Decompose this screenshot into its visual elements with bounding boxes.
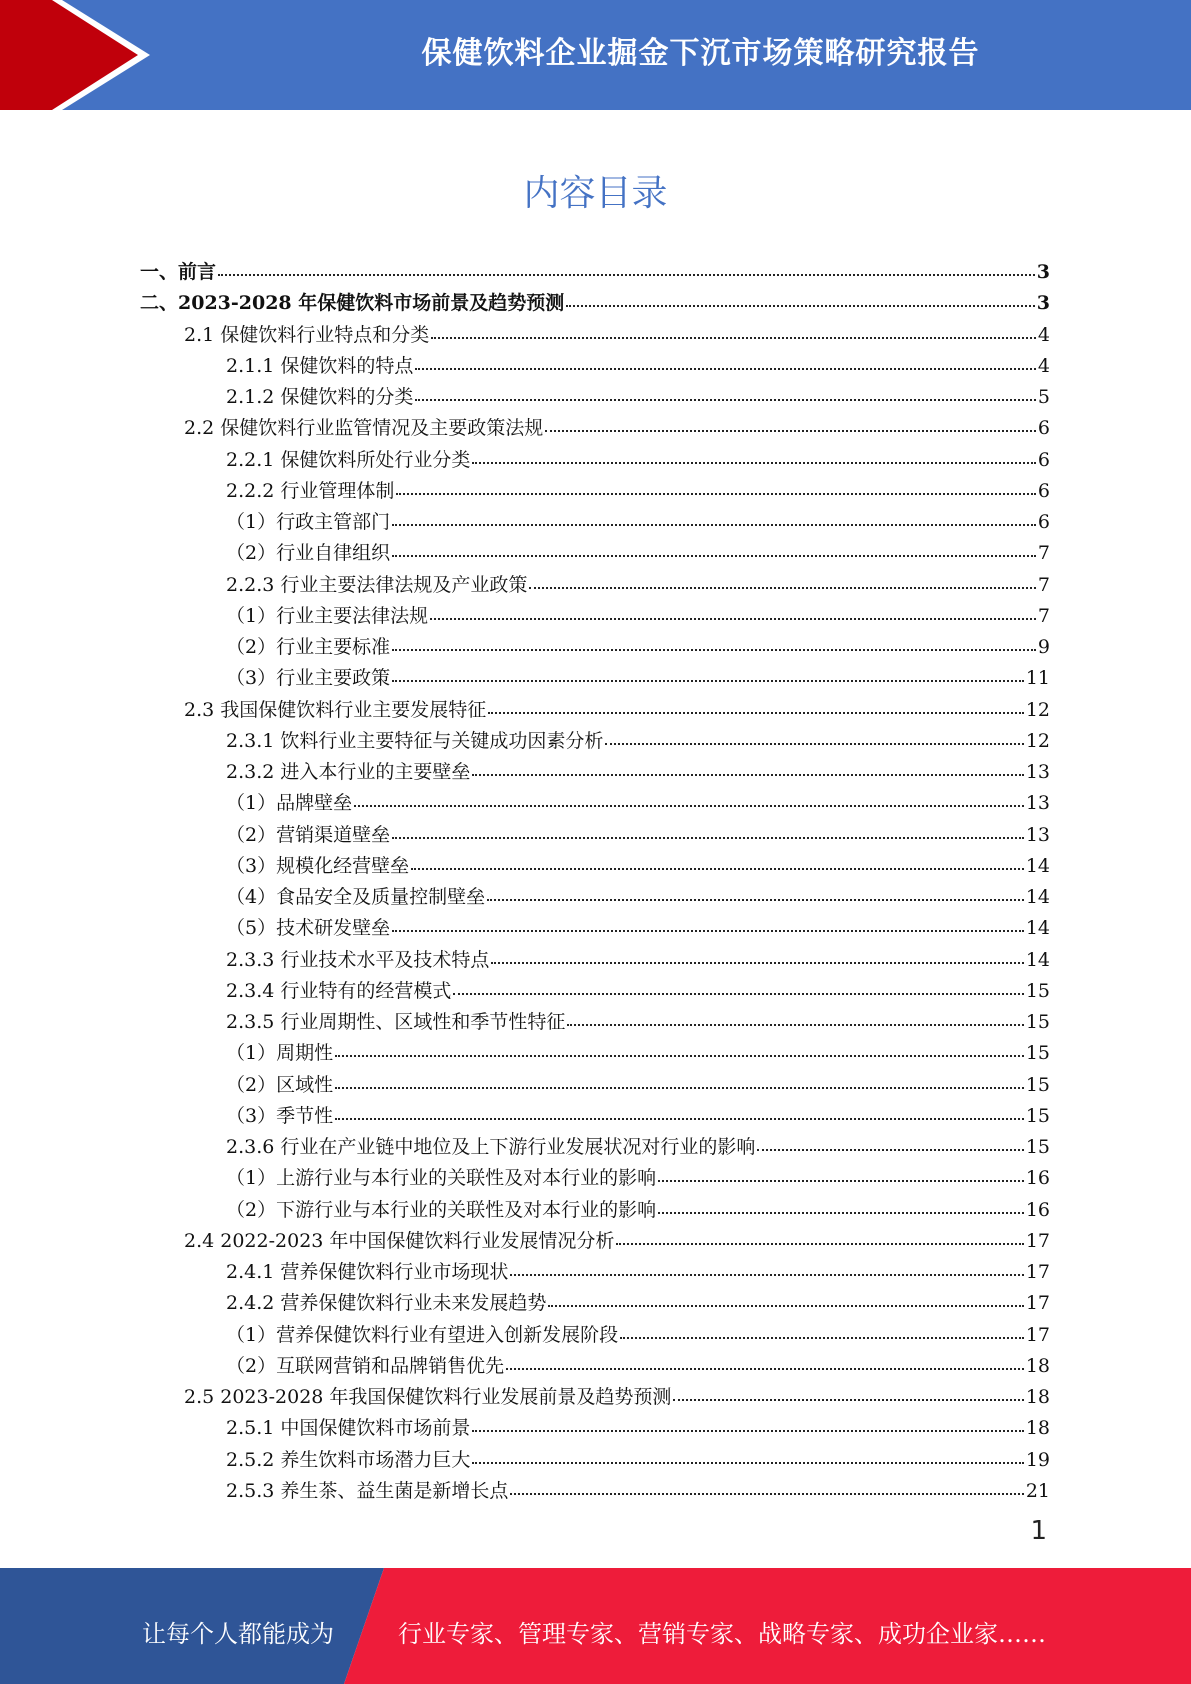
- toc-entry-page: 14: [1025, 948, 1050, 971]
- toc-entry-page: 3: [1036, 261, 1050, 283]
- toc-entry-page: 21: [1025, 1479, 1050, 1502]
- toc-dot-leader: [510, 1252, 1023, 1276]
- toc-entry-page: 15: [1025, 1042, 1050, 1065]
- toc-dot-leader: [431, 315, 1036, 339]
- toc-entry-label: 2.4.1 营养保健饮料行业市场现状: [226, 1261, 509, 1283]
- toc-dot-leader: [335, 1033, 1024, 1057]
- toc-entry-page: 15: [1025, 979, 1050, 1002]
- toc-entry-page: 6: [1037, 479, 1050, 502]
- toc-entry-label: 2.3.3 行业技术水平及技术特点: [226, 948, 490, 971]
- toc-entry-page: 7: [1037, 542, 1050, 565]
- page-footer: [0, 1568, 1191, 1684]
- report-header: [0, 0, 1191, 110]
- toc-entry[interactable]: [140, 535, 1050, 566]
- report-title: 保健饮料企业掘金下沉市场策略研究报告: [421, 36, 980, 71]
- toc-entry-page: 16: [1025, 1198, 1050, 1221]
- toc-entry-label: （1）行政主管部门: [226, 511, 391, 533]
- toc-entry-page: 17: [1025, 1261, 1050, 1283]
- toc-entry-page: 9: [1037, 636, 1050, 658]
- toc-entry-page: 13: [1025, 823, 1050, 846]
- toc-entry-label: （1）营养保健饮料行业有望进入创新发展阶段: [226, 1323, 619, 1346]
- toc-entry[interactable]: [140, 348, 1050, 379]
- toc-entry-label: 2.2.1 保健饮料所处行业分类: [226, 448, 471, 471]
- toc-entry-page: 14: [1025, 917, 1050, 940]
- toc-entry[interactable]: [140, 1473, 1050, 1504]
- toc-entry-label: 2.1.1 保健饮料的特点: [226, 354, 414, 377]
- toc-entry[interactable]: [140, 285, 1050, 316]
- toc-entry[interactable]: [140, 1035, 1050, 1066]
- toc-dot-leader: [620, 1315, 1024, 1339]
- toc-entry-label: 2.5.2 养生饮料市场潜力巨大: [226, 1448, 471, 1471]
- footer-slogan-right: 行业专家、管理专家、营销专家、战略专家、成功企业家……: [398, 1620, 1046, 1648]
- toc-dot-leader: [392, 658, 1024, 682]
- toc-dot-leader: [453, 971, 1023, 995]
- toc-entry-page: 7: [1037, 604, 1050, 627]
- toc-entry-page: 12: [1025, 698, 1050, 721]
- toc-entry-page: 6: [1037, 511, 1050, 533]
- toc-entry-page: 18: [1025, 1354, 1050, 1377]
- toc-entry-page: 4: [1037, 354, 1050, 377]
- toc-dot-leader: [354, 783, 1024, 807]
- toc-entry[interactable]: [140, 785, 1050, 816]
- toc-entry-page: 13: [1025, 761, 1050, 783]
- toc-entry-page: 15: [1025, 1104, 1050, 1127]
- toc-entry[interactable]: [140, 1223, 1050, 1254]
- toc-entry[interactable]: [140, 1285, 1050, 1316]
- toc-entry-label: 2.1.2 保健饮料的分类: [226, 386, 414, 408]
- toc-entry[interactable]: [140, 754, 1050, 785]
- toc-entry[interactable]: [140, 1410, 1050, 1441]
- toc-entry[interactable]: [140, 973, 1050, 1004]
- toc-entry[interactable]: [140, 692, 1050, 723]
- toc-entry[interactable]: [140, 1348, 1050, 1379]
- toc-dot-leader: [392, 502, 1036, 526]
- toc-dot-leader: [510, 1471, 1023, 1495]
- toc-dot-leader: [673, 1377, 1023, 1401]
- toc-entry-page: 5: [1037, 386, 1050, 408]
- toc-entry-label: 2.5 2023-2028 年我国保健饮料行业发展前景及趋势预测: [184, 1386, 672, 1408]
- toc-entry[interactable]: [140, 254, 1050, 285]
- toc-dot-leader: [567, 1002, 1023, 1026]
- toc-entry-label: 二、2023-2028 年保健饮料市场前景及趋势预测: [140, 292, 565, 315]
- toc-dot-leader: [545, 408, 1036, 432]
- toc-entry-label: 2.2.2 行业管理体制: [226, 479, 395, 502]
- toc-entry[interactable]: [140, 442, 1050, 473]
- toc-entry-page: 7: [1037, 573, 1050, 596]
- toc-entry[interactable]: [140, 598, 1050, 629]
- toc-entry-label: 2.2.3 行业主要法律法规及产业政策: [226, 573, 528, 596]
- toc-entry[interactable]: [140, 1129, 1050, 1160]
- toc-entry[interactable]: [140, 879, 1050, 910]
- toc-entry-label: 2.3.6 行业在产业链中地位及上下游行业发展状况对行业的影响: [226, 1136, 756, 1158]
- toc-dot-leader: [605, 721, 1023, 745]
- toc-entry-page: 6: [1037, 417, 1050, 440]
- toc-dot-leader: [218, 252, 1035, 276]
- toc-entry-page: 6: [1037, 448, 1050, 471]
- toc-entry-label: （2）行业自律组织: [226, 542, 391, 565]
- toc-entry[interactable]: [140, 317, 1050, 348]
- toc-entry-page: 18: [1025, 1386, 1050, 1408]
- toc-entry-label: 2.4.2 营养保健饮料行业未来发展趋势: [226, 1292, 547, 1315]
- toc-entry-label: 一、前言: [140, 261, 217, 283]
- toc-entry-label: 2.4 2022-2023 年中国保健饮料行业发展情况分析: [184, 1229, 615, 1252]
- toc-entry-label: 2.5.1 中国保健饮料市场前景: [226, 1417, 471, 1440]
- toc-entry-page: 17: [1025, 1323, 1050, 1346]
- toc-entry-label: （2）区域性: [226, 1073, 334, 1096]
- toc-dot-leader: [529, 565, 1036, 589]
- toc-entry-page: 15: [1025, 1073, 1050, 1096]
- toc-entry[interactable]: [140, 723, 1050, 754]
- toc-dot-leader: [506, 1346, 1024, 1370]
- toc-entry-label: （3）季节性: [226, 1104, 334, 1127]
- toc-entry[interactable]: [140, 1317, 1050, 1348]
- toc-entry-label: 2.5.3 养生茶、益生菌是新增长点: [226, 1479, 509, 1502]
- header-arrow-red: [0, 0, 138, 110]
- toc-entry[interactable]: [140, 410, 1050, 441]
- toc-entry-page: 11: [1025, 667, 1050, 690]
- toc-entry-page: 16: [1025, 1167, 1050, 1190]
- toc-entry[interactable]: [140, 660, 1050, 691]
- toc-entry-label: （3）规模化经营壁垒: [226, 854, 410, 877]
- footer-slogan-left: 让每个人都能成为: [142, 1620, 334, 1648]
- toc-dot-leader: [396, 471, 1036, 495]
- toc-entry-label: （1）品牌壁垒: [226, 792, 353, 815]
- toc-entry-label: （2）行业主要标准: [226, 636, 391, 658]
- page-number: 1: [1030, 1516, 1047, 1546]
- toc-entry[interactable]: [140, 1098, 1050, 1129]
- toc-entry-label: 2.3 我国保健饮料行业主要发展特征: [184, 698, 487, 721]
- toc-entry-page: 3: [1036, 292, 1050, 315]
- toc-dot-leader: [392, 533, 1036, 557]
- toc-entry[interactable]: [140, 942, 1050, 973]
- toc-entry-label: （2）互联网营销和品牌销售优先: [226, 1354, 505, 1377]
- toc-entry-label: （4）食品安全及质量控制壁垒: [226, 886, 486, 908]
- toc-heading: 内容目录: [523, 173, 668, 214]
- toc-dot-leader: [472, 1408, 1023, 1432]
- toc-dot-leader: [488, 690, 1024, 714]
- toc-dot-leader: [335, 1065, 1024, 1089]
- toc-dot-leader: [411, 846, 1024, 870]
- toc-dot-leader: [658, 1158, 1024, 1182]
- toc-entry[interactable]: [140, 1254, 1050, 1285]
- table-of-contents: [140, 254, 1050, 1504]
- toc-entry-label: 2.3.2 进入本行业的主要壁垒: [226, 761, 471, 783]
- toc-entry-label: 2.1 保健饮料行业特点和分类: [184, 323, 430, 346]
- toc-entry-label: 2.3.4 行业特有的经营模式: [226, 979, 452, 1002]
- toc-dot-leader: [548, 1283, 1023, 1307]
- toc-dot-leader: [472, 752, 1023, 776]
- toc-entry-label: 2.3.1 饮料行业主要特征与关键成功因素分析: [226, 729, 604, 752]
- toc-entry[interactable]: [140, 504, 1050, 535]
- toc-dot-leader: [392, 815, 1024, 839]
- toc-entry[interactable]: [140, 379, 1050, 410]
- toc-entry[interactable]: [140, 1160, 1050, 1191]
- toc-entry[interactable]: [140, 1379, 1050, 1410]
- toc-entry[interactable]: [140, 473, 1050, 504]
- toc-entry-label: （1）周期性: [226, 1042, 334, 1065]
- toc-dot-leader: [415, 377, 1036, 401]
- toc-entry-page: 12: [1025, 729, 1050, 752]
- toc-entry-page: 15: [1025, 1136, 1050, 1158]
- toc-entry-page: 18: [1025, 1417, 1050, 1440]
- toc-entry[interactable]: [140, 1192, 1050, 1223]
- toc-dot-leader: [392, 627, 1036, 651]
- toc-entry-page: 14: [1025, 854, 1050, 877]
- toc-dot-leader: [472, 1440, 1023, 1464]
- toc-entry[interactable]: [140, 1442, 1050, 1473]
- toc-entry-label: （1）行业主要法律法规: [226, 604, 429, 627]
- toc-dot-leader: [757, 1127, 1023, 1151]
- toc-entry-label: （2）下游行业与本行业的关联性及对本行业的影响: [226, 1198, 657, 1221]
- toc-entry[interactable]: [140, 629, 1050, 660]
- toc-entry-label: （2）营销渠道壁垒: [226, 823, 391, 846]
- toc-dot-leader: [616, 1221, 1023, 1245]
- toc-dot-leader: [430, 596, 1036, 620]
- toc-entry-page: 13: [1025, 792, 1050, 815]
- toc-entry[interactable]: [140, 910, 1050, 941]
- toc-dot-leader: [472, 440, 1036, 464]
- toc-dot-leader: [335, 1096, 1024, 1120]
- toc-entry-label: 2.2 保健饮料行业监管情况及主要政策法规: [184, 417, 544, 440]
- toc-entry-label: （3）行业主要政策: [226, 667, 391, 690]
- toc-entry-page: 17: [1025, 1229, 1050, 1252]
- toc-entry-page: 19: [1025, 1448, 1050, 1471]
- toc-dot-leader: [415, 346, 1036, 370]
- toc-dot-leader: [487, 877, 1024, 901]
- toc-entry[interactable]: [140, 1004, 1050, 1035]
- toc-entry[interactable]: [140, 848, 1050, 879]
- toc-entry-label: （5）技术研发壁垒: [226, 917, 391, 940]
- toc-entry-page: 15: [1025, 1011, 1050, 1033]
- toc-dot-leader: [491, 940, 1023, 964]
- toc-entry-label: （1）上游行业与本行业的关联性及对本行业的影响: [226, 1167, 657, 1190]
- toc-entry[interactable]: [140, 1067, 1050, 1098]
- toc-dot-leader: [392, 908, 1024, 932]
- toc-entry-page: 14: [1025, 886, 1050, 908]
- toc-entry[interactable]: [140, 817, 1050, 848]
- toc-entry-label: 2.3.5 行业周期性、区域性和季节性特征: [226, 1011, 566, 1033]
- toc-dot-leader: [658, 1190, 1024, 1214]
- toc-entry-page: 17: [1025, 1292, 1050, 1315]
- toc-entry-page: 4: [1037, 323, 1050, 346]
- toc-dot-leader: [566, 283, 1035, 307]
- toc-entry[interactable]: [140, 567, 1050, 598]
